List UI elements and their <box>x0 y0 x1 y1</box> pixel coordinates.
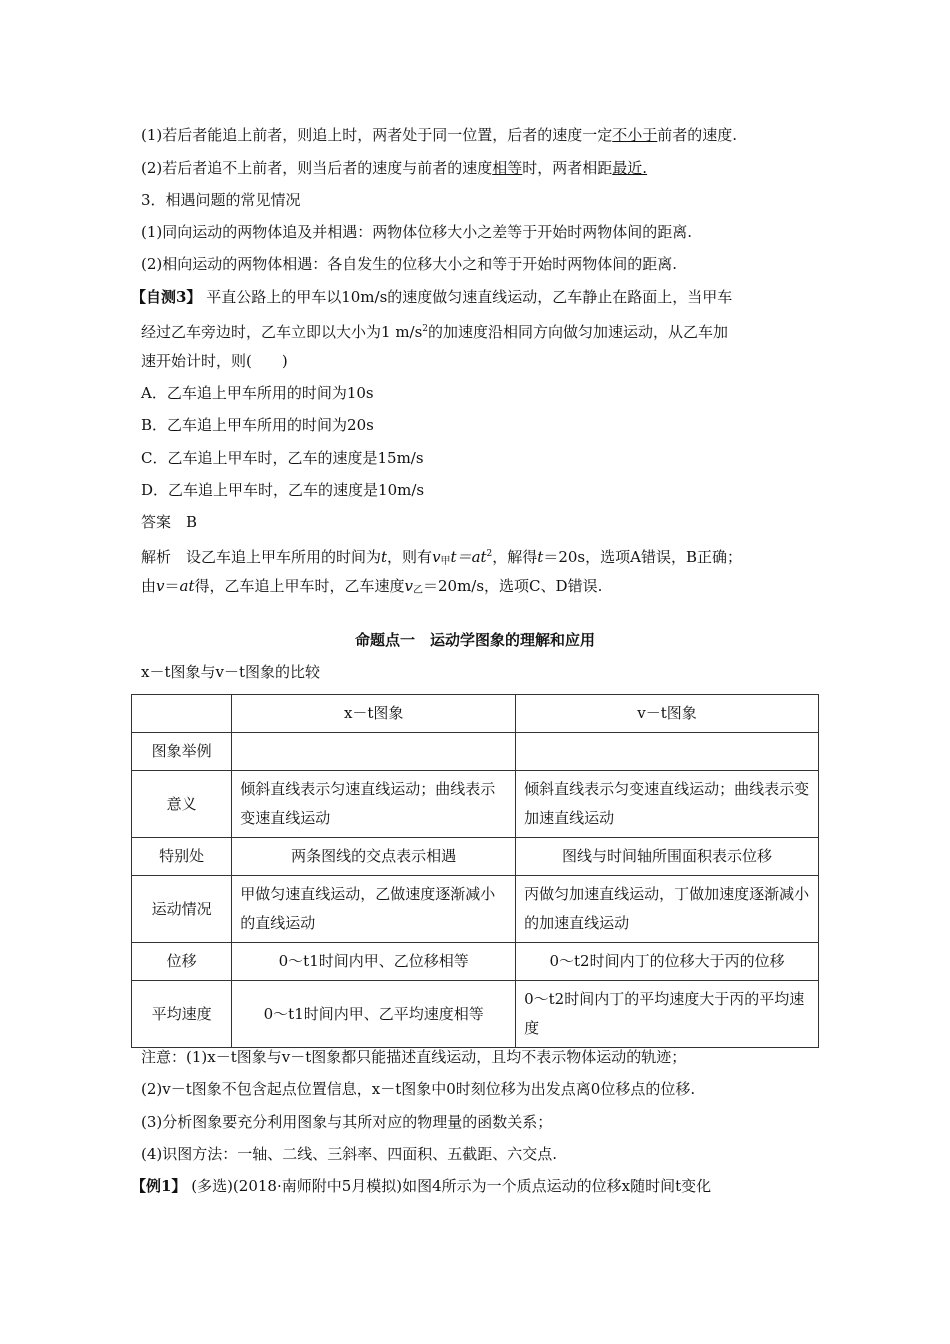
comparison-table <box>131 694 819 1048</box>
option-b: B．乙车追上甲车所用的时间为20s <box>141 416 374 434</box>
section-title: 命题点一 运动学图象的理解和应用 <box>354 631 595 649</box>
underlined-answer: 相等 <box>492 159 523 177</box>
table-header-cell: v－t图象 <box>516 695 819 733</box>
table-cell: 丙做匀加速直线运动，丁做加速度逐渐减小的加速直线运动 <box>516 876 819 943</box>
example-label: 【例1】 <box>131 1177 187 1195</box>
note-line-1: 注意：(1)x－t图象与v－t图象都只能描述直线运动，且均不表示物体运动的轨迹； <box>141 1048 687 1066</box>
table-cell <box>232 733 516 771</box>
note-line-3: (3)分析图象要充分利用图象与其所对应的物理量的函数关系； <box>141 1113 553 1131</box>
table-cell: 甲做匀速直线运动，乙做速度逐渐减小的直线运动 <box>232 876 516 943</box>
table-cell <box>516 733 819 771</box>
option-d: D．乙车追上甲车时，乙车的速度是10m/s <box>141 481 425 499</box>
table-cell: 0～t1时间内甲、乙平均速度相等 <box>232 981 516 1048</box>
table-row-label: 运动情况 <box>132 876 232 943</box>
analysis-line-1: 解析 设乙车追上甲车所用的时间为t，则有$v_甲t=at^2$，解得t＝20s，选项A错误，B正确； <box>141 548 742 567</box>
table-row-label: 图象举例 <box>132 733 232 771</box>
note-line-2: (2)v－t图象不包含起点位置信息，x－t图象中0时刻位移为出发点离0位移点的位移. <box>141 1080 696 1098</box>
option-c: C．乙车追上甲车时，乙车的速度是15m/s <box>141 449 424 467</box>
underlined-answer: 最近. <box>612 159 648 177</box>
heading-meeting-cases: 3．相遇问题的常见情况 <box>141 191 301 209</box>
table-cell: 两条图线的交点表示相遇 <box>232 838 516 876</box>
underlined-answer: 不小于 <box>612 126 658 144</box>
table-row <box>132 733 819 771</box>
table-row-label: 平均速度 <box>132 981 232 1048</box>
example-1: 【例1】 (多选)(2018·南师附中5月模拟)如图4所示为一个质点运动的位移x随时间t变化 <box>131 1177 712 1195</box>
table-row-label: 意义 <box>132 771 232 838</box>
selftest-label: 【自测3】 <box>131 288 202 306</box>
note-line-4: (4)识图方法：一轴、二线、三斜率、四面积、五截距、六交点. <box>141 1145 558 1163</box>
table-header-cell: x－t图象 <box>232 695 516 733</box>
table-header-row <box>132 695 819 733</box>
paragraph-catchup-1: (1)若后者能追上前者，则追上时，两者处于同一位置，后者的速度一定不小于前者的速度. <box>141 126 738 144</box>
table-row <box>132 981 819 1048</box>
table-row <box>132 876 819 943</box>
table-cell: 倾斜直线表示匀变速直线运动；曲线表示变加速直线运动 <box>516 771 819 838</box>
table-cell: 倾斜直线表示匀速直线运动；曲线表示变速直线运动 <box>232 771 516 838</box>
table-row-label: 特别处 <box>132 838 232 876</box>
table-cell: 0～t2时间内丁的平均速度大于丙的平均速度 <box>516 981 819 1048</box>
answer: 答案 B <box>141 513 198 531</box>
table-row <box>132 838 819 876</box>
selftest-line-2: 经过乙车旁边时，乙车立即以大小为1 $m/s^2$的加速度沿相同方向做匀加速运动，从乙车加 <box>141 323 729 341</box>
analysis-line-2: 由v＝at得，乙车追上甲车时，乙车速度$v_乙=20m/s$，选项C、D错误. <box>141 577 603 596</box>
selftest-line-3: 速开始计时，则( ) <box>141 352 288 370</box>
table-cell: 图线与时间轴所围面积表示位移 <box>516 838 819 876</box>
paragraph-same-direction: (1)同向运动的两物体追及并相遇：两物体位移大小之差等于开始时两物体间的距离. <box>141 223 693 241</box>
table-row-label: 位移 <box>132 943 232 981</box>
paragraph-catchup-2: (2)若后者追不上前者，则当后者的速度与前者的速度相等时，两者相距最近. <box>141 159 648 177</box>
table-row <box>132 943 819 981</box>
paragraph-opposite-direction: (2)相向运动的两物体相遇：各自发生的位移大小之和等于开始时两物体间的距离. <box>141 255 678 273</box>
option-a: A．乙车追上甲车所用的时间为10s <box>141 384 374 402</box>
selftest-line-1: 【自测3】 平直公路上的甲车以10m/s的速度做匀速直线运动，乙车静止在路面上，当甲车 <box>131 288 733 306</box>
table-row <box>132 771 819 838</box>
table-cell: 0～t1时间内甲、乙位移相等 <box>232 943 516 981</box>
table-header-cell <box>132 695 232 733</box>
compare-title: x－t图象与v－t图象的比较 <box>141 663 320 681</box>
table-cell: 0～t2时间内丁的位移大于丙的位移 <box>516 943 819 981</box>
